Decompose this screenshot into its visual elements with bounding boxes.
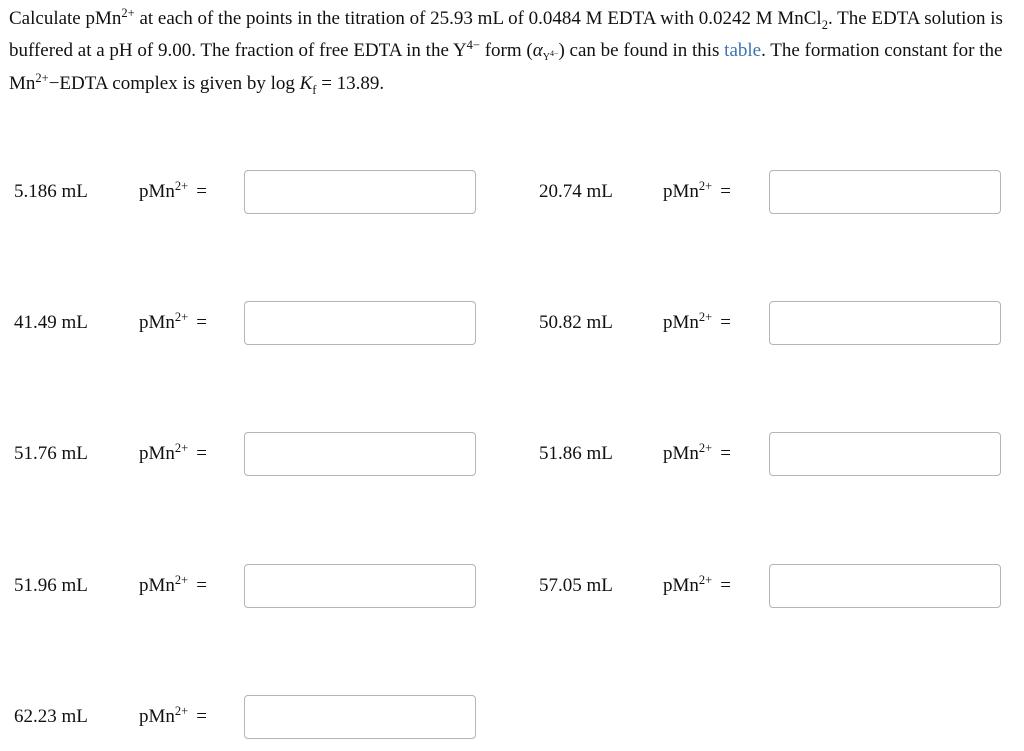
pmn-input[interactable] bbox=[769, 432, 1001, 476]
volume-label: 50.82 mL bbox=[539, 312, 613, 333]
problem-text: ) can be found in this bbox=[558, 39, 725, 61]
pmn-input[interactable] bbox=[769, 301, 1001, 345]
volume-label: 5.186 mL bbox=[14, 181, 88, 202]
pmn-input[interactable] bbox=[244, 695, 476, 739]
pmn-input[interactable] bbox=[244, 564, 476, 608]
answer-row bbox=[0, 430, 1024, 480]
pmn-label: pMn$^{2+}$ = bbox=[663, 179, 731, 202]
pmn-label: pMn$^{2+}$ = bbox=[139, 704, 207, 727]
problem-text: . The EDTA solution is buffered at a pH of 9.00. The fraction of free EDTA in the Y bbox=[9, 8, 1003, 61]
volume-label: 62.23 mL bbox=[14, 706, 88, 727]
volume-label: 20.74 mL bbox=[539, 181, 613, 202]
charge-superscript: 4− bbox=[466, 37, 480, 52]
alpha-symbol: α bbox=[532, 39, 543, 61]
kf-symbol: K bbox=[299, 73, 313, 94]
pmn-label: pMn$^{2+}$ = bbox=[139, 573, 207, 596]
charge-superscript: 2+ bbox=[121, 6, 135, 20]
pmn-input[interactable] bbox=[769, 564, 1001, 608]
volume-label: 51.86 mL bbox=[539, 443, 613, 464]
pmn-label: pMn$^{2+}$ = bbox=[139, 310, 207, 333]
pmn-input[interactable] bbox=[244, 301, 476, 345]
table-link[interactable]: table bbox=[724, 39, 762, 61]
pmn-input[interactable] bbox=[244, 170, 476, 214]
pmn-input[interactable] bbox=[244, 432, 476, 476]
volume-label: 51.96 mL bbox=[14, 575, 88, 596]
charge-superscript: 4− bbox=[549, 48, 559, 58]
pmn-label: pMn$^{2+}$ = bbox=[663, 310, 731, 333]
answer-row bbox=[0, 168, 1024, 218]
problem-text: at each of the points in the titration of 25.93 mL of 0.0484 M EDTA with 0.0242 M MnCl bbox=[134, 8, 822, 29]
charge-superscript: 2+ bbox=[35, 71, 49, 85]
problem-text: = 13.89. bbox=[316, 73, 385, 94]
problem-text: form ( bbox=[479, 39, 533, 61]
pmn-label: pMn$^{2+}$ = bbox=[139, 441, 207, 464]
subscript: Y bbox=[542, 51, 550, 63]
pmn-label: pMn$^{2+}$ = bbox=[663, 573, 731, 596]
answer-row bbox=[0, 299, 1024, 349]
volume-label: 57.05 mL bbox=[539, 575, 613, 596]
pmn-label: pMn$^{2+}$ = bbox=[663, 441, 731, 464]
alpha-subscript bbox=[542, 48, 559, 63]
answer-row bbox=[0, 562, 1024, 612]
problem-text: −EDTA complex is given by log bbox=[48, 73, 300, 94]
pmn-input[interactable] bbox=[769, 170, 1001, 214]
answer-row bbox=[0, 693, 1024, 743]
volume-label: 41.49 mL bbox=[14, 312, 88, 333]
pmn-label: pMn$^{2+}$ = bbox=[139, 179, 207, 202]
volume-label: 51.76 mL bbox=[14, 443, 88, 464]
problem-text: Calculate pMn bbox=[9, 8, 122, 29]
subscript: f bbox=[312, 83, 317, 97]
problem-statement bbox=[9, 4, 1009, 101]
subscript: 2 bbox=[821, 18, 828, 32]
problem-text: . The formation constant for the Mn bbox=[9, 39, 1003, 94]
